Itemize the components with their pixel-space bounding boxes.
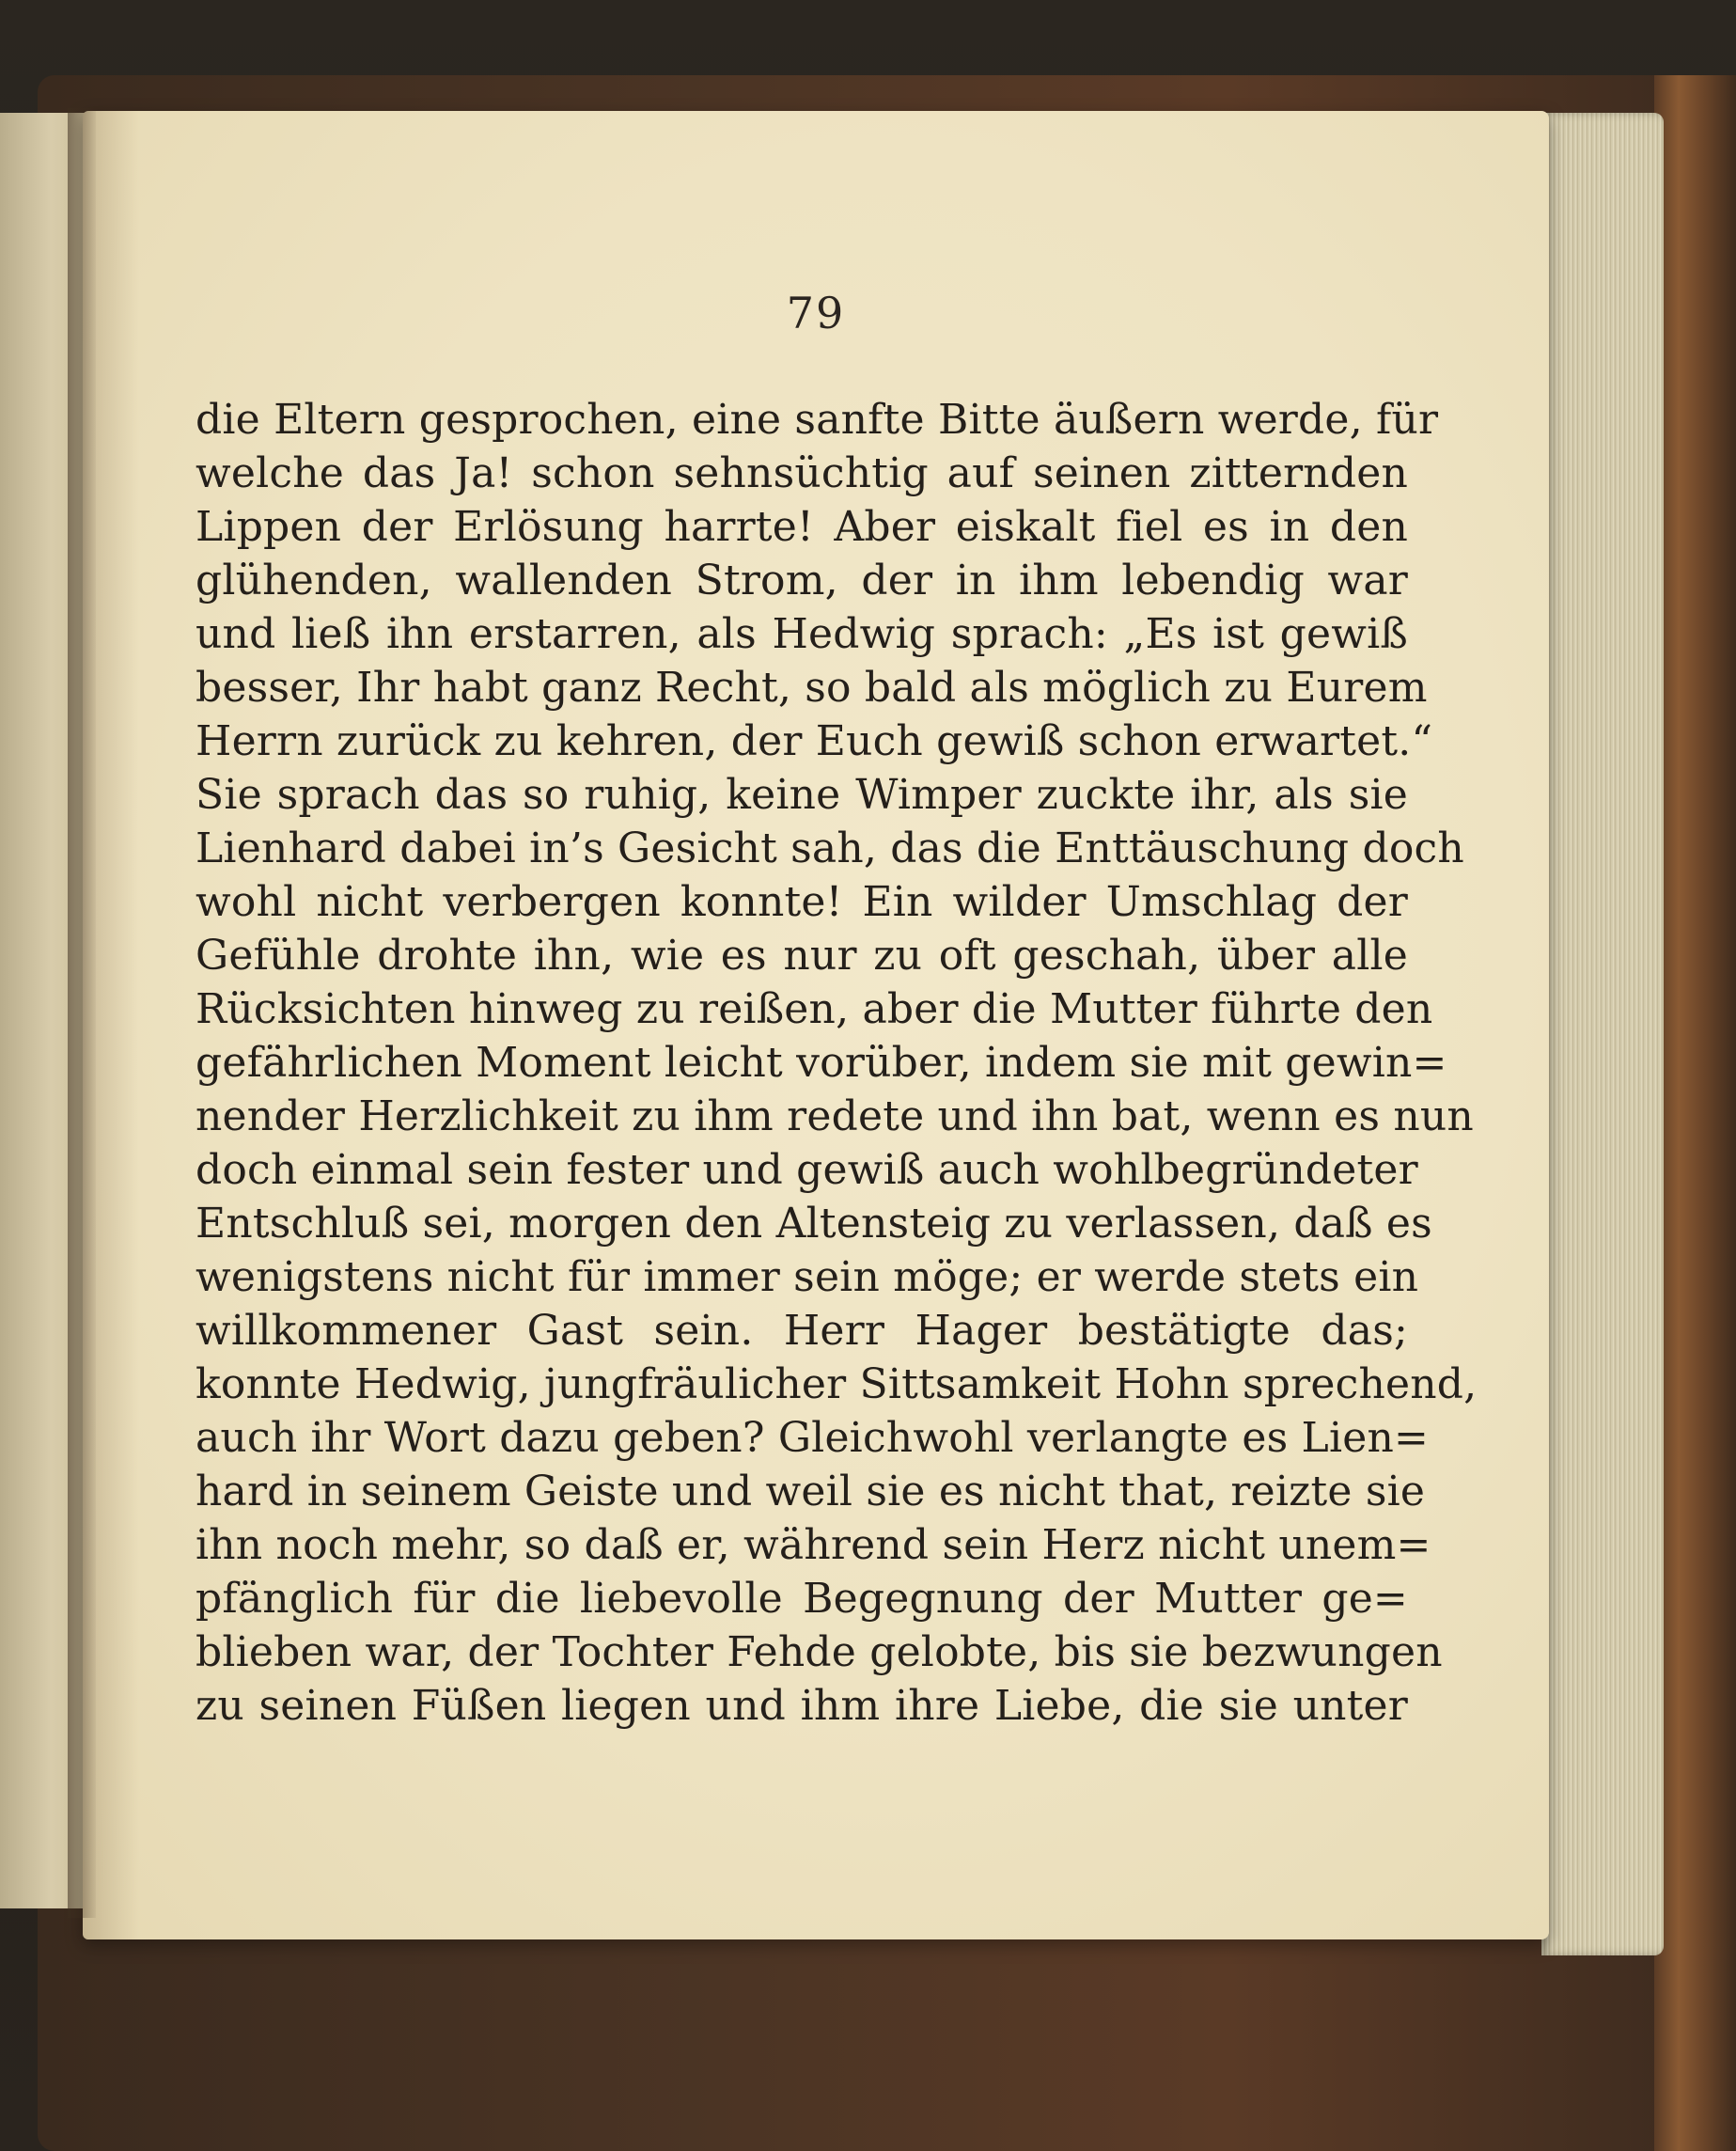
- page-number: 79: [786, 288, 846, 338]
- text-line: willkommener Gast sein. Herr Hager bestätigte das;: [195, 1307, 1408, 1355]
- text-line: ihn noch mehr, so daß er, während sein Herz nicht unem=: [195, 1521, 1431, 1569]
- text-line: wenigstens nicht für immer sein möge; er werde stets ein: [195, 1253, 1419, 1301]
- cover-edge: [1654, 75, 1736, 2151]
- text-line: die Eltern gesprochen, eine sanfte Bitte äußern werde, für: [195, 396, 1439, 444]
- text-line: Sie sprach das so ruhig, keine Wimper zuckte ihr, als sie: [195, 771, 1408, 819]
- page-text: [195, 393, 1478, 1733]
- text-line: welche das Ja! schon sehnsüchtig auf seinen zitternden: [195, 449, 1408, 497]
- text-line: Lippen der Erlösung harrte! Aber eiskalt fiel es in den: [195, 503, 1408, 551]
- text-line: hard in seinem Geiste und weil sie es nicht that, reizte sie: [195, 1468, 1426, 1515]
- text-line: auch ihr Wort dazu geben? Gleichwohl verlangte es Lien=: [195, 1414, 1430, 1462]
- text-line: doch einmal sein fester und gewiß auch wohlbegründeter: [195, 1146, 1418, 1194]
- text-line: nender Herzlichkeit zu ihm redete und ihn bat, wenn es nun: [195, 1092, 1474, 1140]
- text-line: Gefühle drohte ihn, wie es nur zu oft geschah, über alle: [195, 932, 1408, 980]
- text-line: besser, Ihr habt ganz Recht, so bald als möglich zu Eurem: [195, 664, 1428, 712]
- text-line: wohl nicht verbergen konnte! Ein wilder Umschlag der: [195, 878, 1408, 926]
- text-line: Rücksichten hinweg zu reißen, aber die Mutter führte den: [195, 985, 1433, 1033]
- text-line: konnte Hedwig, jungfräulicher Sittsamkeit Hohn sprechend,: [195, 1360, 1478, 1408]
- text-line: Entschluß sei, morgen den Altensteig zu verlassen, daß es: [195, 1200, 1432, 1248]
- page-gutter-shadow: [68, 108, 96, 1918]
- text-line: pfänglich für die liebevolle Begegnung der Mutter ge=: [195, 1575, 1408, 1623]
- text-line: Lienhard dabei in’s Gesicht sah, das die Enttäuschung doch: [195, 824, 1464, 872]
- text-line: gefährlichen Moment leicht vorüber, indem sie mit gewin=: [195, 1039, 1447, 1087]
- text-line: glühenden, wallenden Strom, der in ihm lebendig war: [195, 557, 1408, 604]
- book-page: [83, 111, 1549, 1939]
- text-line: blieben war, der Tochter Fehde gelobte, bis sie bezwungen: [195, 1628, 1443, 1676]
- page-edges: [1541, 113, 1664, 1955]
- text-line: zu seinen Füßen liegen und ihm ihre Liebe, die sie unter: [195, 1682, 1408, 1730]
- text-line: und ließ ihn erstarren, als Hedwig sprach: „Es ist gewiß: [195, 610, 1408, 658]
- text-line: Herrn zurück zu kehren, der Euch gewiß schon erwartet.“: [195, 717, 1433, 765]
